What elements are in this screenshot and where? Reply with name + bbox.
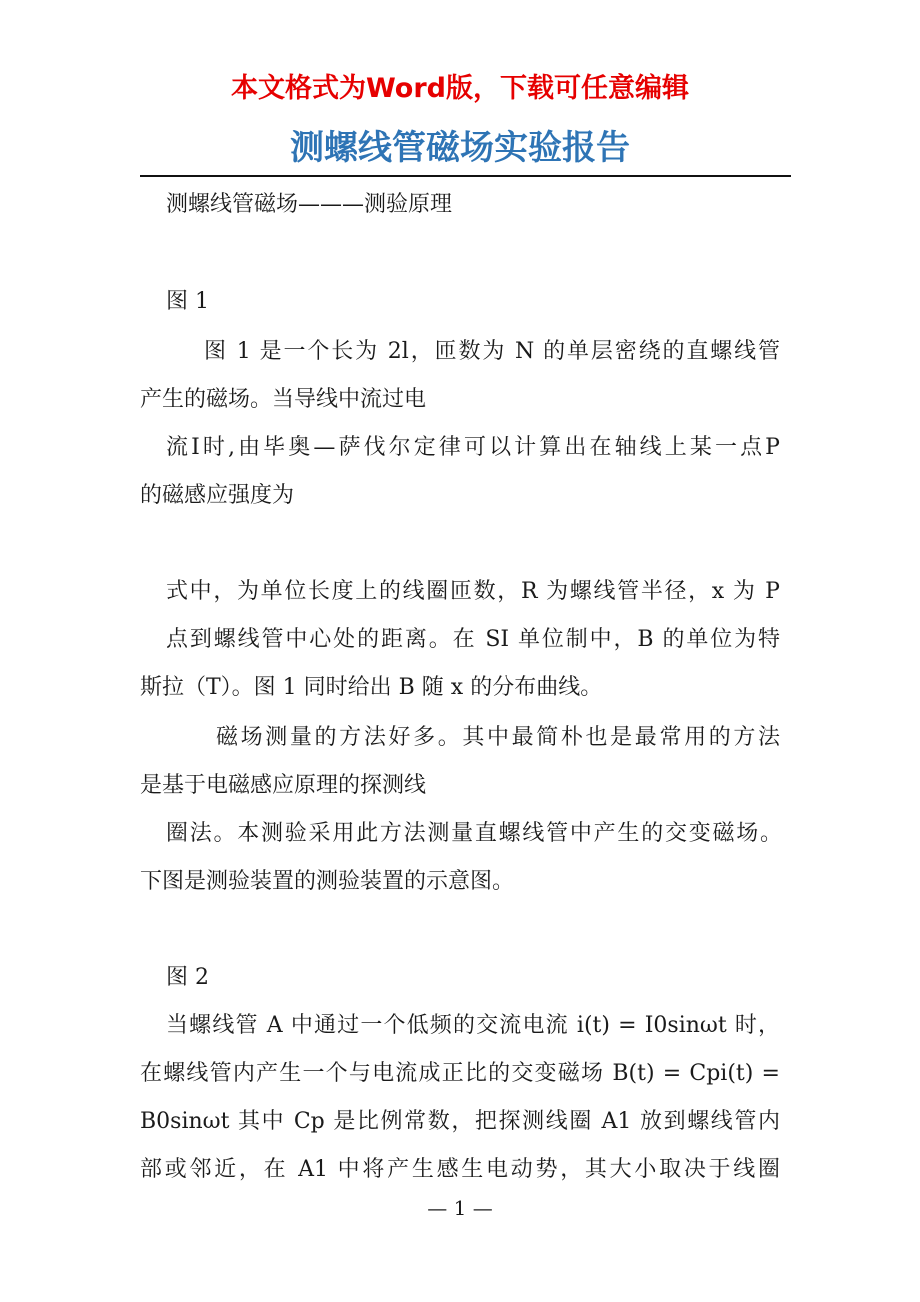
paragraph-line: B0sinωt 其中 Cp 是比例常数，把探测线圈 A1 放到螺线管内 [140,1109,780,1134]
paragraph-line: 图 1 是一个长为 2l，匝数为 N 的单层密绕的直螺线管 [204,339,780,364]
paragraph-line: 是基于电磁感应原理的探测线 [140,773,427,798]
paragraph-line: 下图是测验装置的测验装置的示意图。 [140,869,515,894]
paragraph-line: 的磁感应强度为 [140,483,295,508]
word-format-banner: 本文格式为Word版，下载可任意编辑 [230,73,689,104]
paragraph-line: 在螺线管内产生一个与电流成正比的交变磁场 B(t) = Cpi(t) = [140,1061,780,1086]
page-number: — 1 — [427,1196,493,1220]
title-divider [140,175,791,177]
paragraph-line: 产生的磁场。当导线中流过电 [140,387,427,412]
paragraph-line: 式中，为单位长度上的线圈匝数，R 为螺线管半径，x 为 P [166,579,780,604]
paragraph-line: 斯拉（T）。图 1 同时给出 B 随 x 的分布曲线。 [140,675,603,700]
figure-caption-2: 图 2 [166,965,209,990]
document-title: 测螺线管磁场实验报告 [290,128,630,168]
paragraph-line: 部或邻近，在 A1 中将产生感生电动势，其大小取决于线圈 [140,1157,780,1182]
paragraph-line: 流I时,由毕奥—萨伐尔定律可以计算出在轴线上某一点P [166,435,780,460]
paragraph-line: 当螺线管 A 中通过一个低频的交流电流 i(t) = I0sinωt 时， [166,1013,780,1038]
paragraph-line: 磁场测量的方法好多。其中最简朴也是最常用的方法 [216,725,780,750]
paragraph-line: 点到螺线管中心处的距离。在 SI 单位制中，B 的单位为特 [166,627,780,652]
section-heading: 测螺线管磁场———测验原理 [166,192,453,217]
paragraph-line: 圈法。本测验采用此方法测量直螺线管中产生的交变磁场。 [166,821,782,846]
figure-caption-1: 图 1 [166,289,209,314]
